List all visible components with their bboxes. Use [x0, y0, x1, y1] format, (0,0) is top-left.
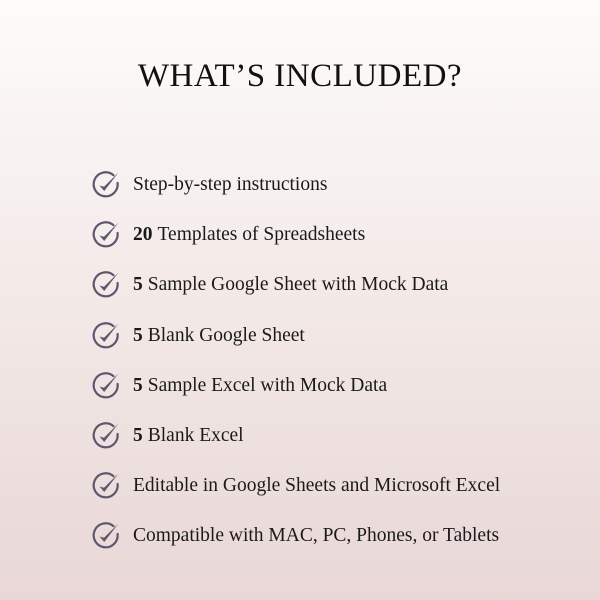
checkmark-circle-icon — [91, 521, 121, 551]
item-text — [133, 375, 387, 397]
checkmark-circle-icon — [91, 220, 121, 250]
item-label: Blank Excel — [147, 425, 244, 447]
item-text — [133, 224, 365, 246]
item-count: 20 — [133, 224, 153, 246]
item-text — [133, 174, 327, 196]
item-text — [133, 525, 499, 547]
item-text — [133, 274, 448, 296]
list-item — [91, 311, 500, 361]
item-label: Editable in Google Sheets and Microsoft Excel — [133, 475, 501, 497]
checkmark-circle-icon — [91, 270, 121, 300]
list-item — [91, 210, 500, 260]
item-label: Sample Google Sheet with Mock Data — [147, 274, 449, 296]
item-text — [133, 425, 244, 447]
item-label: Blank Google Sheet — [147, 324, 305, 346]
checkmark-circle-icon — [91, 321, 121, 351]
item-text — [133, 475, 500, 497]
list-item — [91, 511, 500, 561]
checkmark-circle-icon — [91, 471, 121, 501]
item-text — [133, 325, 305, 347]
item-label: Sample Excel with Mock Data — [147, 374, 388, 396]
list-item — [91, 411, 500, 461]
page-title: WHAT’S INCLUDED? — [137, 58, 463, 94]
included-list — [91, 160, 500, 562]
item-count: 5 — [133, 374, 143, 396]
list-item — [91, 461, 500, 511]
item-count: 5 — [133, 425, 143, 447]
item-label: Templates of Spreadsheets — [157, 224, 366, 246]
item-label: Compatible with MAC, PC, Phones, or Tablets — [133, 525, 500, 547]
item-count: 5 — [133, 324, 143, 346]
item-label: Step-by-step instructions — [133, 174, 328, 196]
item-count: 5 — [133, 274, 143, 296]
list-item — [91, 160, 500, 210]
checkmark-circle-icon — [91, 371, 121, 401]
checkmark-circle-icon — [91, 170, 121, 200]
list-item — [91, 361, 500, 411]
list-item — [91, 260, 500, 310]
checkmark-circle-icon — [91, 421, 121, 451]
